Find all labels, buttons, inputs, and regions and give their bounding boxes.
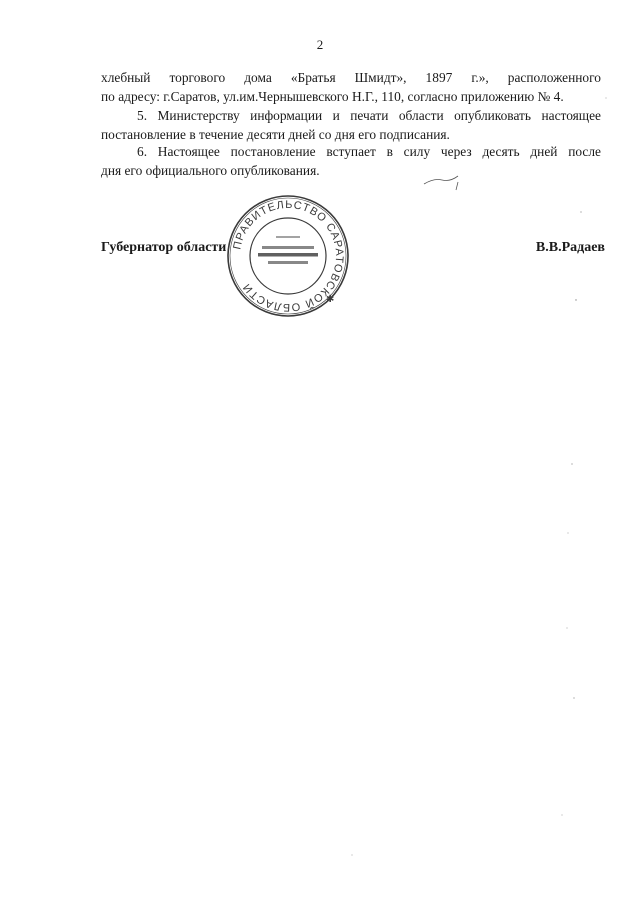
text-line: 6. Настоящее постановление вступает в силу через десять дней после [137, 144, 601, 159]
signature-block [101, 240, 605, 260]
signatory-name: В.В.Радаев [535, 240, 605, 255]
paragraph-item-6 [101, 142, 601, 180]
page-number: 2 [316, 37, 324, 52]
text-line: по адресу: г.Саратов, ул.им.Чернышевского Н.Г., 110, согласно приложению № 4. [101, 89, 564, 104]
svg-text:✱: ✱ [326, 294, 335, 305]
signatory-title: Губернатор области [101, 240, 227, 255]
text-line: 5. Министерству информации и печати области опубликовать настоящее [137, 108, 601, 123]
text-line: хлебный торгового дома «Братья Шмидт», 1897 г.», расположенного [101, 70, 601, 85]
text-line: постановление в течение десяти дней со дня его подписания. [101, 127, 450, 142]
pen-mark [420, 170, 470, 192]
paragraph-item-5 [101, 106, 601, 144]
text-line: дня его официального опубликования. [101, 163, 320, 178]
paragraph-continuation [101, 68, 601, 106]
seal-outer-text: ПРАВИТЕЛЬСТВО САРАТОВСКОЙ ОБЛАСТИ [231, 198, 346, 314]
